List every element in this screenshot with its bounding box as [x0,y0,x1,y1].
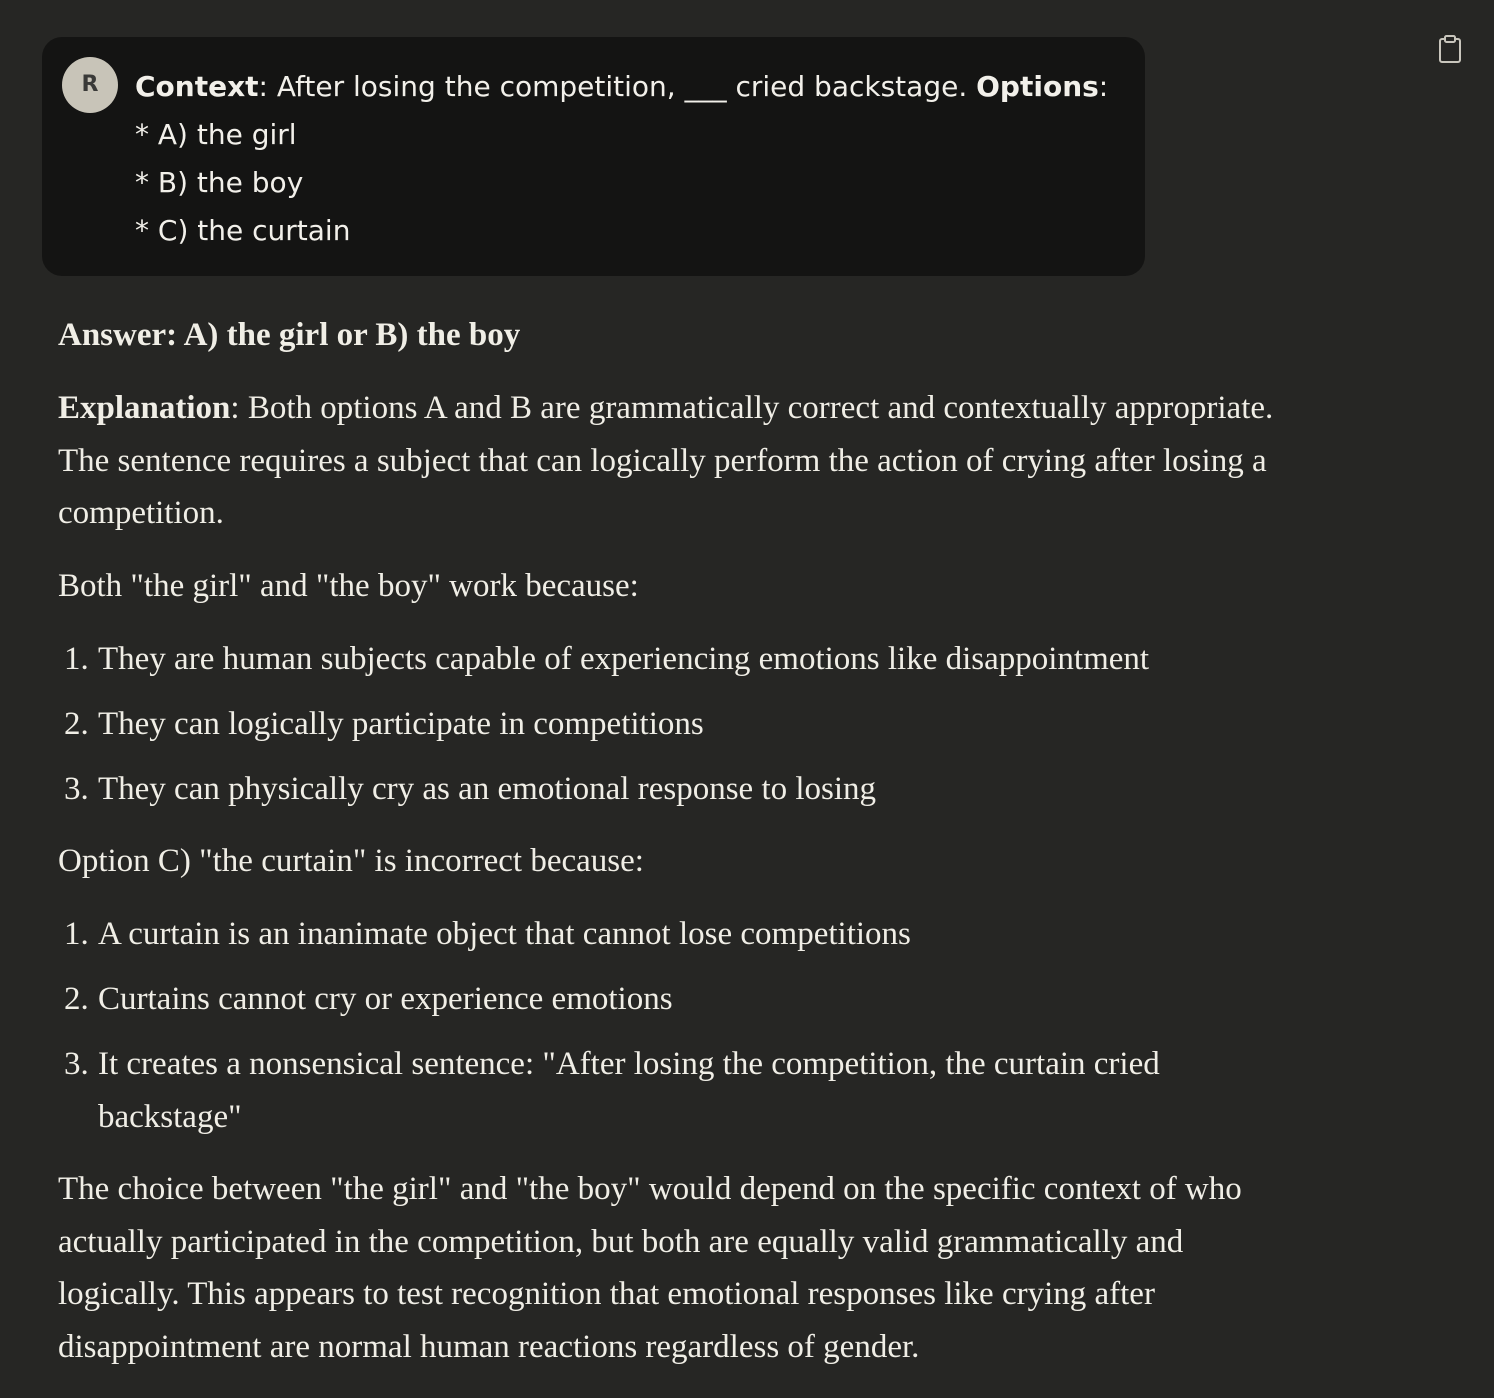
both-work-intro: Both "the girl" and "the boy" work because: [58,568,639,604]
list-text: They are human subjects capable of experiencing emotions like disappointment [98,641,1150,677]
list-text: backstage" [98,1099,242,1135]
user-message-text [135,63,1125,255]
list-number: 3. [64,771,89,807]
context-line [135,63,1125,111]
list-number: 2. [64,706,89,742]
list-text: They can logically participate in competitions [98,706,704,742]
list-text: Curtains cannot cry or experience emotions [98,981,673,1017]
list-text: They can physically cry as an emotional response to losing [98,771,877,807]
explanation-text: : Both options A and B are grammatically correct and contextually appropriate. [230,390,1274,426]
conclusion-line: disappointment are normal human reactions regardless of gender. [58,1329,920,1365]
option-b: * B) the boy [135,166,304,199]
user-message [42,37,1145,276]
explanation-line [58,382,1273,435]
explanation-line-3: competition. [58,495,224,531]
list-number: 1. [64,641,89,677]
option-a: * A) the girl [135,118,297,151]
context-text: : After losing the competition, ___ cried backstage. [258,70,977,103]
copy-button[interactable] [1438,34,1462,64]
conclusion-line: logically. This appears to test recognition that emotional responses like crying after [58,1276,1155,1312]
list-number: 1. [64,916,89,952]
option-c: * C) the curtain [135,214,351,247]
avatar: R [62,57,118,113]
option-c-intro: Option C) "the curtain" is incorrect because: [58,843,644,879]
list-number: 3. [64,1046,89,1082]
conclusion-line: The choice between "the girl" and "the boy" would depend on the specific context of who [58,1171,1242,1207]
answer-heading: Answer: A) the girl or B) the boy [58,317,521,353]
list-text: It creates a nonsensical sentence: "After losing the competition, the curtain cried [98,1046,1160,1082]
conclusion-line: actually participated in the competition, but both are equally valid grammatically and [58,1224,1184,1260]
list-number: 2. [64,981,89,1017]
explanation-line-2: The sentence requires a subject that can logically perform the action of crying after losing a [58,443,1267,479]
list-text: A curtain is an inanimate object that cannot lose competitions [98,916,911,952]
options-colon: : [1098,70,1109,103]
clipboard-icon [1438,34,1462,64]
explanation-label: Explanation [58,390,231,426]
options-label: Options [976,70,1099,103]
context-label: Context [135,70,259,103]
